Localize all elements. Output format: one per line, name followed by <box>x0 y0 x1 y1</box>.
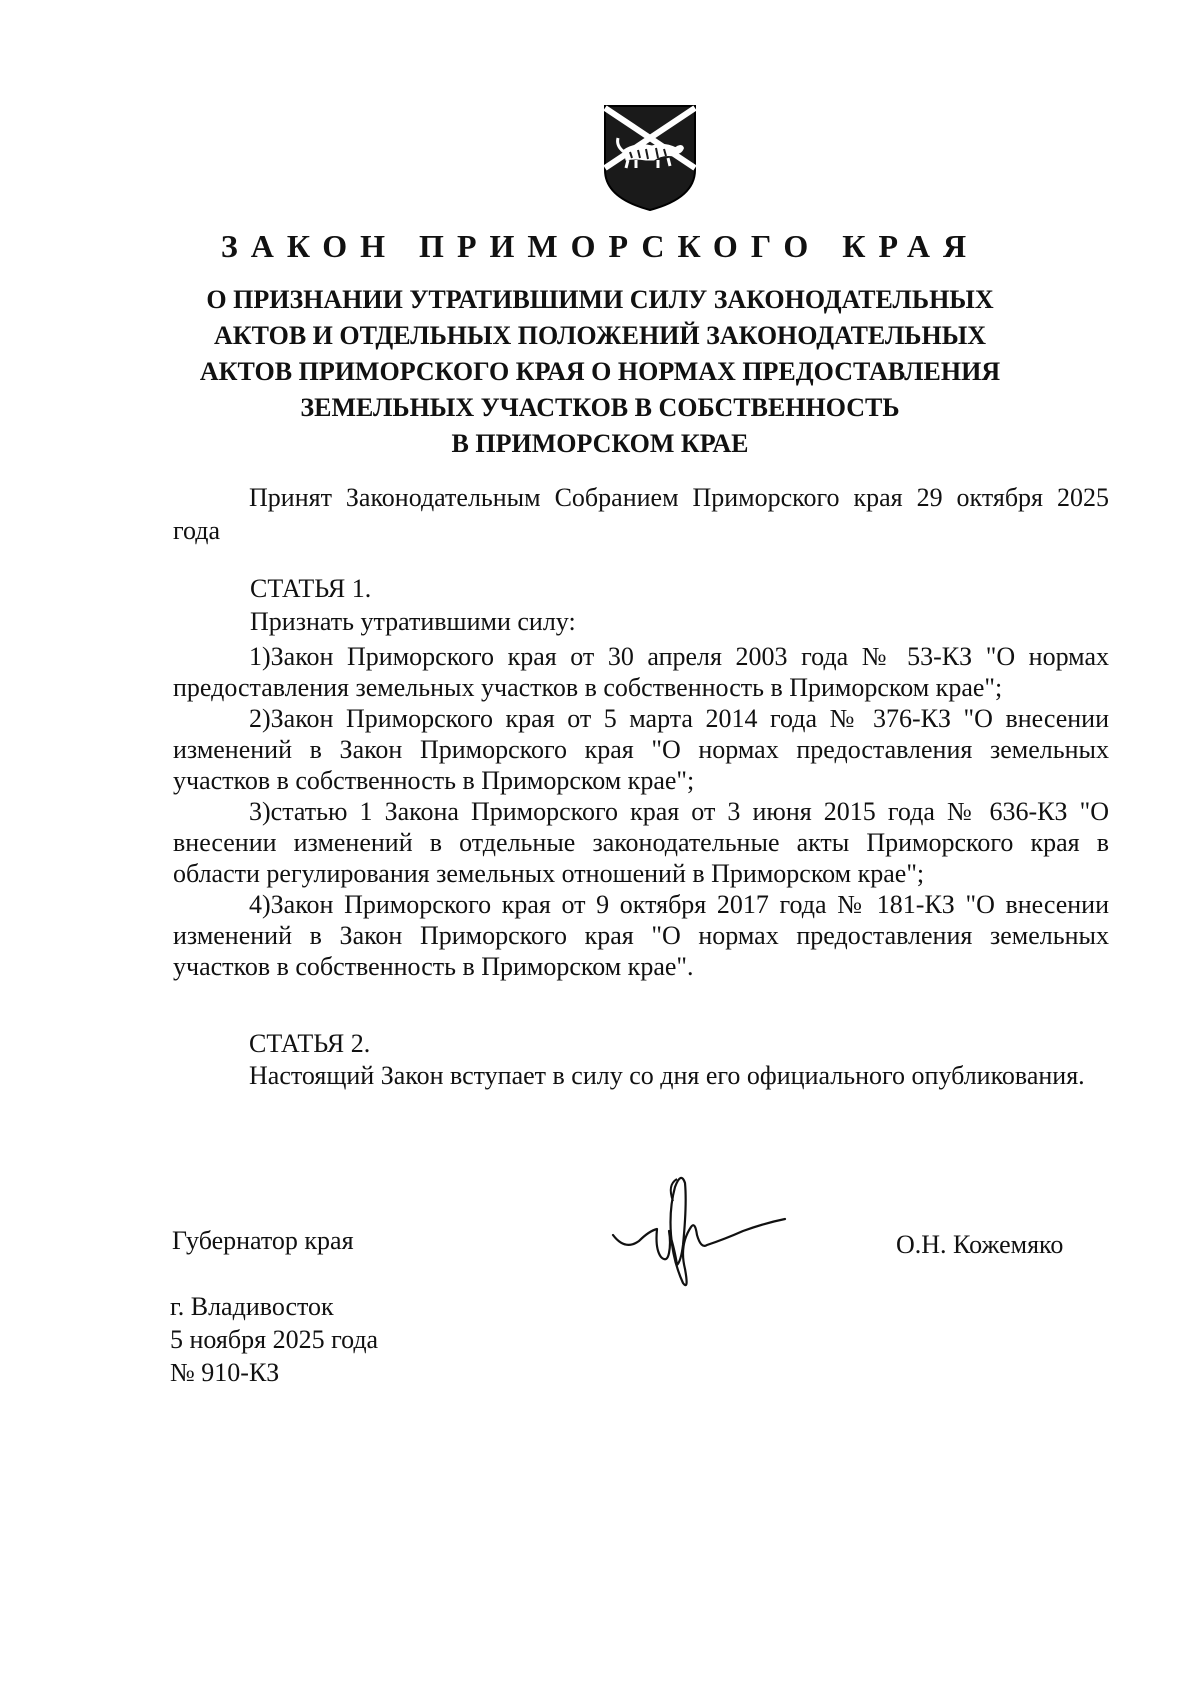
issue-city: г. Владивосток <box>170 1292 334 1321</box>
issue-date: 5 ноября 2025 года <box>170 1325 379 1354</box>
coat-of-arms-emblem <box>602 102 698 212</box>
article-2-heading: СТАТЬЯ 2. <box>249 1029 371 1058</box>
law-title <box>150 282 1050 462</box>
adoption-statement: Принят Законодательным Собранием Приморского края 29 октября 2025 года <box>173 483 1109 545</box>
list-item: 4)Закон Приморского края от 9 октября 2017 года № 181-КЗ "О внесении изменений в Закон Приморского края "О нормах предоставления земельных участков в собственность в Приморском крае". <box>173 890 1109 981</box>
law-title-line: АКТОВ ПРИМОРСКОГО КРАЯ О НОРМАХ ПРЕДОСТАВЛЕНИЯ <box>199 357 1001 386</box>
law-title-line: О ПРИЗНАНИИ УТРАТИВШИМИ СИЛУ ЗАКОНОДАТЕЛЬНЫХ <box>206 285 994 314</box>
law-title-line: В ПРИМОРСКОМ КРАЕ <box>451 429 749 458</box>
signatory-name: О.Н. Кожемяко <box>896 1230 1064 1259</box>
list-item: 1)Закон Приморского края от 30 апреля 2003 года № 53-КЗ "О нормах предоставления земельных участков в собственность в Приморском крае"; <box>173 642 1109 702</box>
article-1-heading: СТАТЬЯ 1. <box>250 574 372 603</box>
law-type-heading: ЗАКОН ПРИМОРСКОГО КРАЯ <box>220 228 980 264</box>
issue-details <box>170 1290 378 1389</box>
law-title-line: АКТОВ И ОТДЕЛЬНЫХ ПОЛОЖЕНИЙ ЗАКОНОДАТЕЛЬНЫХ <box>213 321 987 350</box>
law-title-line: ЗЕМЕЛЬНЫХ УЧАСТКОВ В СОБСТВЕННОСТЬ <box>300 393 900 422</box>
article-2-text: Настоящий Закон вступает в силу со дня его официального опубликования. <box>249 1061 1085 1090</box>
law-number: № 910-КЗ <box>170 1358 280 1387</box>
list-item: 2)Закон Приморского края от 5 марта 2014 года № 376-КЗ "О внесении изменений в Закон Приморского края "О нормах предоставления земельных участков в собственность в Приморском крае"; <box>173 704 1109 795</box>
article-1-intro: Признать утратившими силу: <box>250 607 576 636</box>
list-item: 3)статью 1 Закона Приморского края от 3 июня 2015 года № 636-КЗ "О внесении изменений в отдельные законодательные акты Приморского края в области регулирования земельных отношений в Приморском крае"; <box>173 797 1109 888</box>
signatory-position: Губернатор края <box>172 1226 354 1255</box>
article-1-items <box>173 641 1109 982</box>
handwritten-signature <box>605 1165 790 1300</box>
